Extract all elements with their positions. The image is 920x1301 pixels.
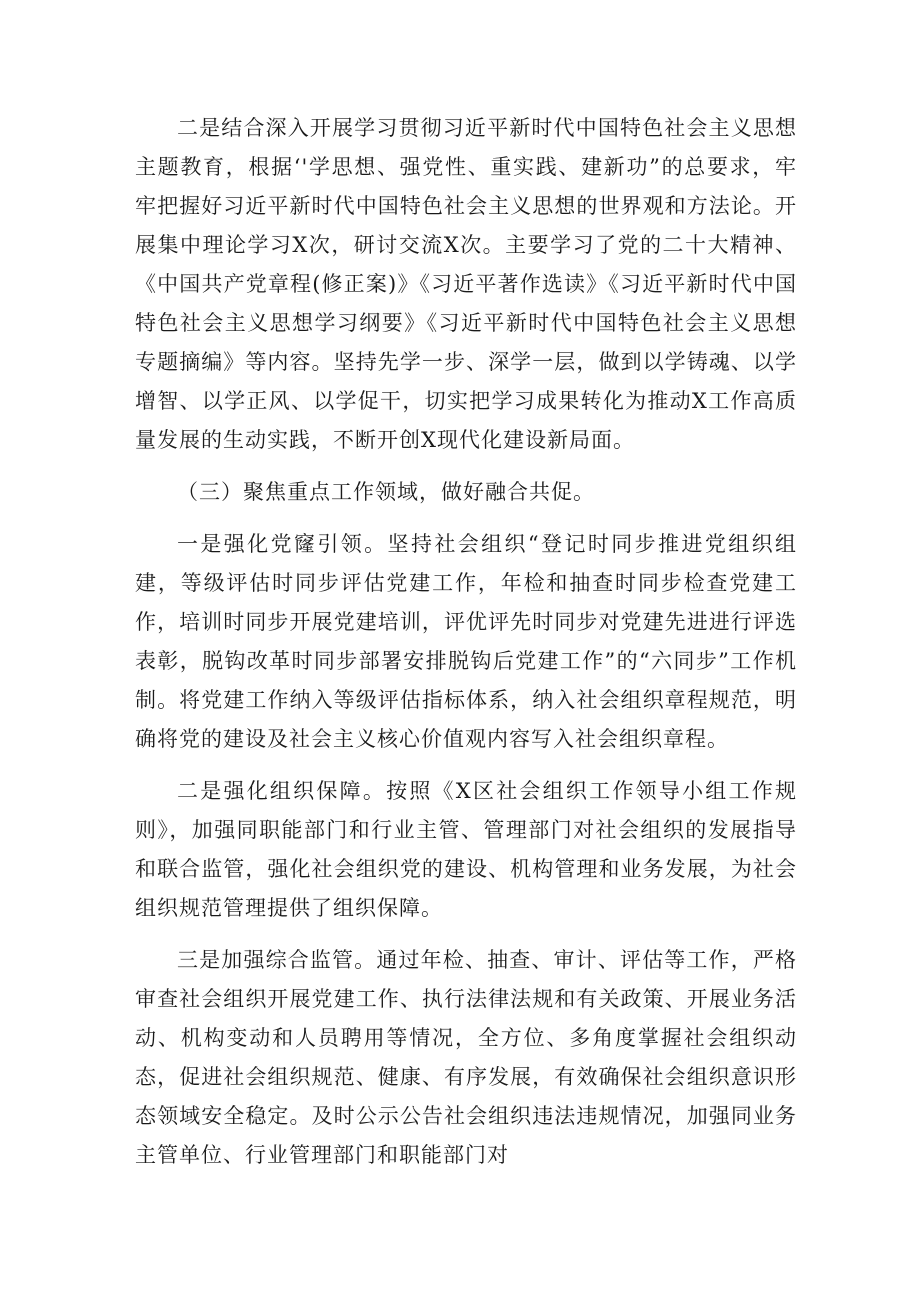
document-body — [135, 109, 797, 1175]
paragraph-comprehensive-supervision: 三是加强综合监管。通过年检、抽查、审计、评估等工作，严格审查社会组织开展党建工作、执行法律法规和有关政策、开展业务活动、机构变动和人员聘用等情况，全方位、多角度掌握社会组织动态，促进社会组织规范、健康、有序发展，有效确保社会组织意识形态领域安全稳定。及时公示公告社会组织违法违规情况，加强同业务主管单位、行业管理部门和职能部门对 — [135, 948, 797, 1167]
paragraph-study-education: 二是结合深入开展学习贯彻习近平新时代中国特色社会主义思想主题教育，根据‘'学思想、强党性、重实践、建新功”的总要求，牢牢把握好习近平新时代中国特色社会主义思想的世界观和方法论。开展集中理论学习X次，研讨交流X次。主要学习了党的二十大精神、《中国共产党章程(修正案)》《习近平著作选读》《习近平新时代中国特色社会主义思想学习纲要》《习近平新时代中国特色社会主义思想专题摘编》等内容。坚持先学一步、深学一层，做到以学铸魂、以学增智、以学正风、以学促干，切实把学习成果转化为推动X工作高质量发展的生动实践，不断开创X现代化建设新局面。 — [135, 116, 797, 452]
paragraph-organization-guarantee: 二是强化组织保障。按照《X区社会组织工作领导小组工作规则》，加强同职能部门和行业主管、管理部门对社会组织的发展指导和联合监管，强化社会组织党的建设、机构管理和业务发展，为社会组织规范管理提供了组织保障。 — [135, 779, 797, 920]
section-heading-3: （三）聚焦重点工作领域，做好融合共促。 — [177, 480, 595, 504]
paragraph-party-leadership: 一是强化党窿引领。坚持社会组织“登记时同步推进党组织组建，等级评估时同步评估党建工作，年检和抽查时同步检查党建工作，培训时同步开展党建培训，评优评先时同步对党建先进进行评选表彰，脱钩改革时同步部署安排脱钩后党建工作”的“六同步”工作机制。将党建工作纳入等级评估指标体系，纳入社会组织章程规范，明确将党的建设及社会主义核心价值观内容写入社会组织章程。 — [135, 532, 797, 751]
